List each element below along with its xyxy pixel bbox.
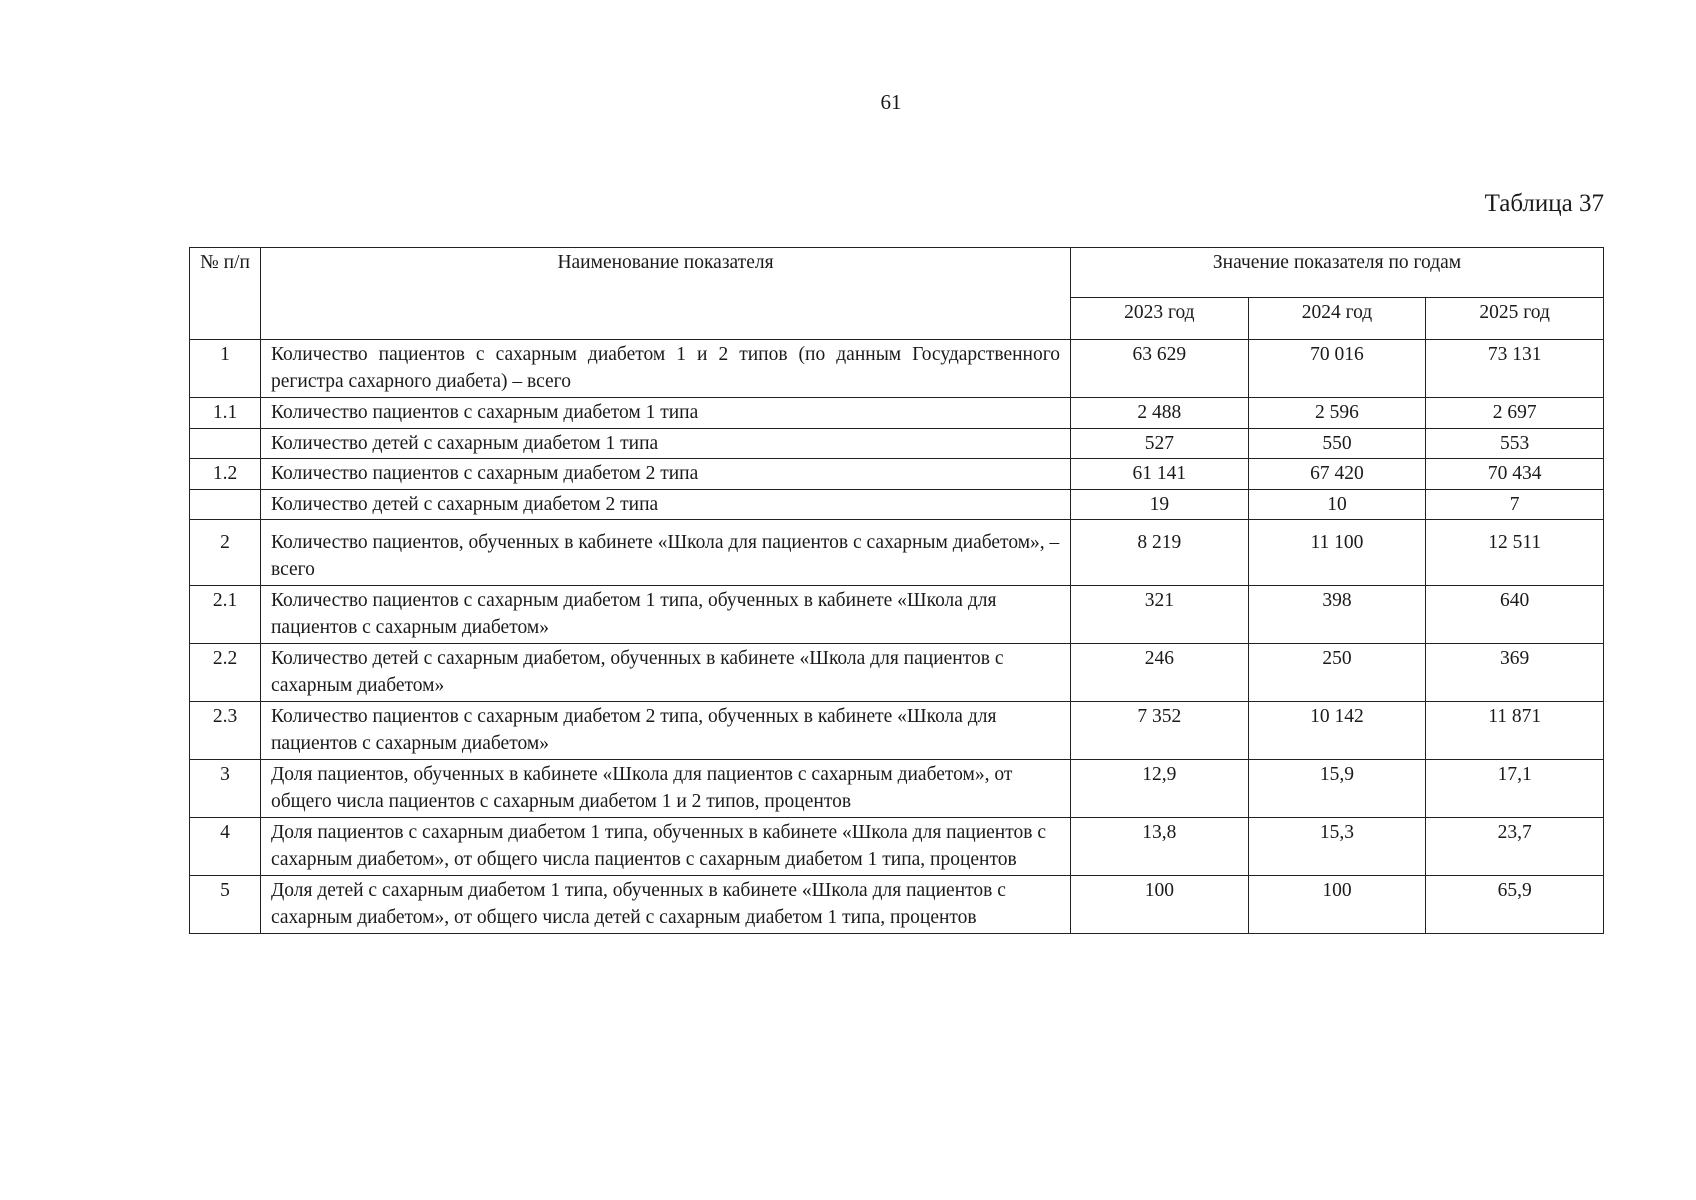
table-row: [190, 520, 1604, 586]
indicator-value: 11 100: [1248, 520, 1426, 586]
indicator-name: Доля пациентов, обученных в кабинете «Школа для пациентов с сахарным диабетом», от общего числа пациентов с сахарным диабетом 1 и 2 типов, процентов: [261, 760, 1071, 818]
indicator-name: Количество пациентов, обученных в кабинете «Школа для пациентов с сахарным диабетом», – всего: [261, 520, 1071, 586]
row-number: [190, 428, 261, 459]
table-row: [190, 702, 1604, 760]
indicator-value: 246: [1071, 644, 1249, 702]
indicator-value: 73 131: [1426, 340, 1604, 398]
indicator-value: 550: [1248, 428, 1426, 459]
indicator-value: 527: [1071, 428, 1249, 459]
indicator-value: 7 352: [1071, 702, 1249, 760]
table-row: [190, 340, 1604, 398]
indicator-name: Количество пациентов с сахарным диабетом 1 и 2 типов (по данным Государственного регистра сахарного диабета) – всего: [261, 340, 1071, 398]
table-row: [190, 586, 1604, 644]
indicator-name: Количество детей с сахарным диабетом, обученных в кабинете «Школа для пациентов с сахарным диабетом»: [261, 644, 1071, 702]
row-number: 5: [190, 876, 261, 934]
indicator-value: 2 697: [1426, 398, 1604, 429]
indicator-value: 17,1: [1426, 760, 1604, 818]
indicator-name: Количество пациентов с сахарным диабетом 1 типа, обученных в кабинете «Школа для пациентов с сахарным диабетом»: [261, 586, 1071, 644]
indicator-value: 2 488: [1071, 398, 1249, 429]
row-number: 3: [190, 760, 261, 818]
indicator-value: 61 141: [1071, 459, 1249, 490]
row-number: 1.2: [190, 459, 261, 490]
table-body: [190, 340, 1604, 934]
indicator-name: Доля пациентов с сахарным диабетом 1 типа, обученных в кабинете «Школа для пациентов с сахарным диабетом», от общего числа пациентов с сахарным диабетом 1 типа, процентов: [261, 818, 1071, 876]
header-values-group: Значение показателя по годам: [1071, 248, 1604, 298]
indicator-value: 15,3: [1248, 818, 1426, 876]
row-number: [190, 489, 261, 520]
indicator-value: 250: [1248, 644, 1426, 702]
indicator-value: 11 871: [1426, 702, 1604, 760]
indicator-value: 63 629: [1071, 340, 1249, 398]
header-year: 2023 год: [1071, 298, 1249, 340]
indicator-value: 640: [1426, 586, 1604, 644]
indicator-value: 12 511: [1426, 520, 1604, 586]
table-row: [190, 459, 1604, 490]
indicator-value: 12,9: [1071, 760, 1249, 818]
indicators-table: [189, 247, 1604, 934]
indicator-value: 321: [1071, 586, 1249, 644]
indicator-value: 10: [1248, 489, 1426, 520]
indicator-name: Количество пациентов с сахарным диабетом 1 типа: [261, 398, 1071, 429]
indicator-value: 65,9: [1426, 876, 1604, 934]
row-number: 1: [190, 340, 261, 398]
row-number: 2.3: [190, 702, 261, 760]
header-year: 2025 год: [1426, 298, 1604, 340]
header-year: 2024 год: [1248, 298, 1426, 340]
indicator-value: 369: [1426, 644, 1604, 702]
indicator-value: 70 016: [1248, 340, 1426, 398]
indicator-value: 100: [1071, 876, 1249, 934]
page-number: 61: [880, 90, 902, 114]
header-num: № п/п: [190, 248, 261, 340]
table-row: [190, 818, 1604, 876]
table-row: [190, 489, 1604, 520]
indicator-name: Доля детей с сахарным диабетом 1 типа, обученных в кабинете «Школа для пациентов с сахарным диабетом», от общего числа детей с сахарным диабетом 1 типа, процентов: [261, 876, 1071, 934]
table-row: [190, 398, 1604, 429]
row-number: 4: [190, 818, 261, 876]
row-number: 2.2: [190, 644, 261, 702]
table-header: [190, 248, 1604, 340]
indicator-value: 15,9: [1248, 760, 1426, 818]
indicator-value: 67 420: [1248, 459, 1426, 490]
table-row: [190, 876, 1604, 934]
table-row: [190, 428, 1604, 459]
indicator-name: Количество детей с сахарным диабетом 1 типа: [261, 428, 1071, 459]
header-name: Наименование показателя: [261, 248, 1071, 340]
indicator-name: Количество детей с сахарным диабетом 2 типа: [261, 489, 1071, 520]
indicator-value: 70 434: [1426, 459, 1604, 490]
indicator-value: 10 142: [1248, 702, 1426, 760]
table-row: [190, 760, 1604, 818]
indicator-value: 8 219: [1071, 520, 1249, 586]
row-number: 2: [190, 520, 261, 586]
row-number: 2.1: [190, 586, 261, 644]
indicator-value: 100: [1248, 876, 1426, 934]
table-row: [190, 644, 1604, 702]
indicator-value: 553: [1426, 428, 1604, 459]
indicator-value: 398: [1248, 586, 1426, 644]
indicator-value: 23,7: [1426, 818, 1604, 876]
indicator-value: 7: [1426, 489, 1604, 520]
indicator-value: 19: [1071, 489, 1249, 520]
indicator-value: 2 596: [1248, 398, 1426, 429]
indicator-name: Количество пациентов с сахарным диабетом 2 типа, обученных в кабинете «Школа для пациентов с сахарным диабетом»: [261, 702, 1071, 760]
indicator-value: 13,8: [1071, 818, 1249, 876]
indicator-name: Количество пациентов с сахарным диабетом 2 типа: [261, 459, 1071, 490]
row-number: 1.1: [190, 398, 261, 429]
table-caption: Таблица 37: [1484, 190, 1604, 217]
